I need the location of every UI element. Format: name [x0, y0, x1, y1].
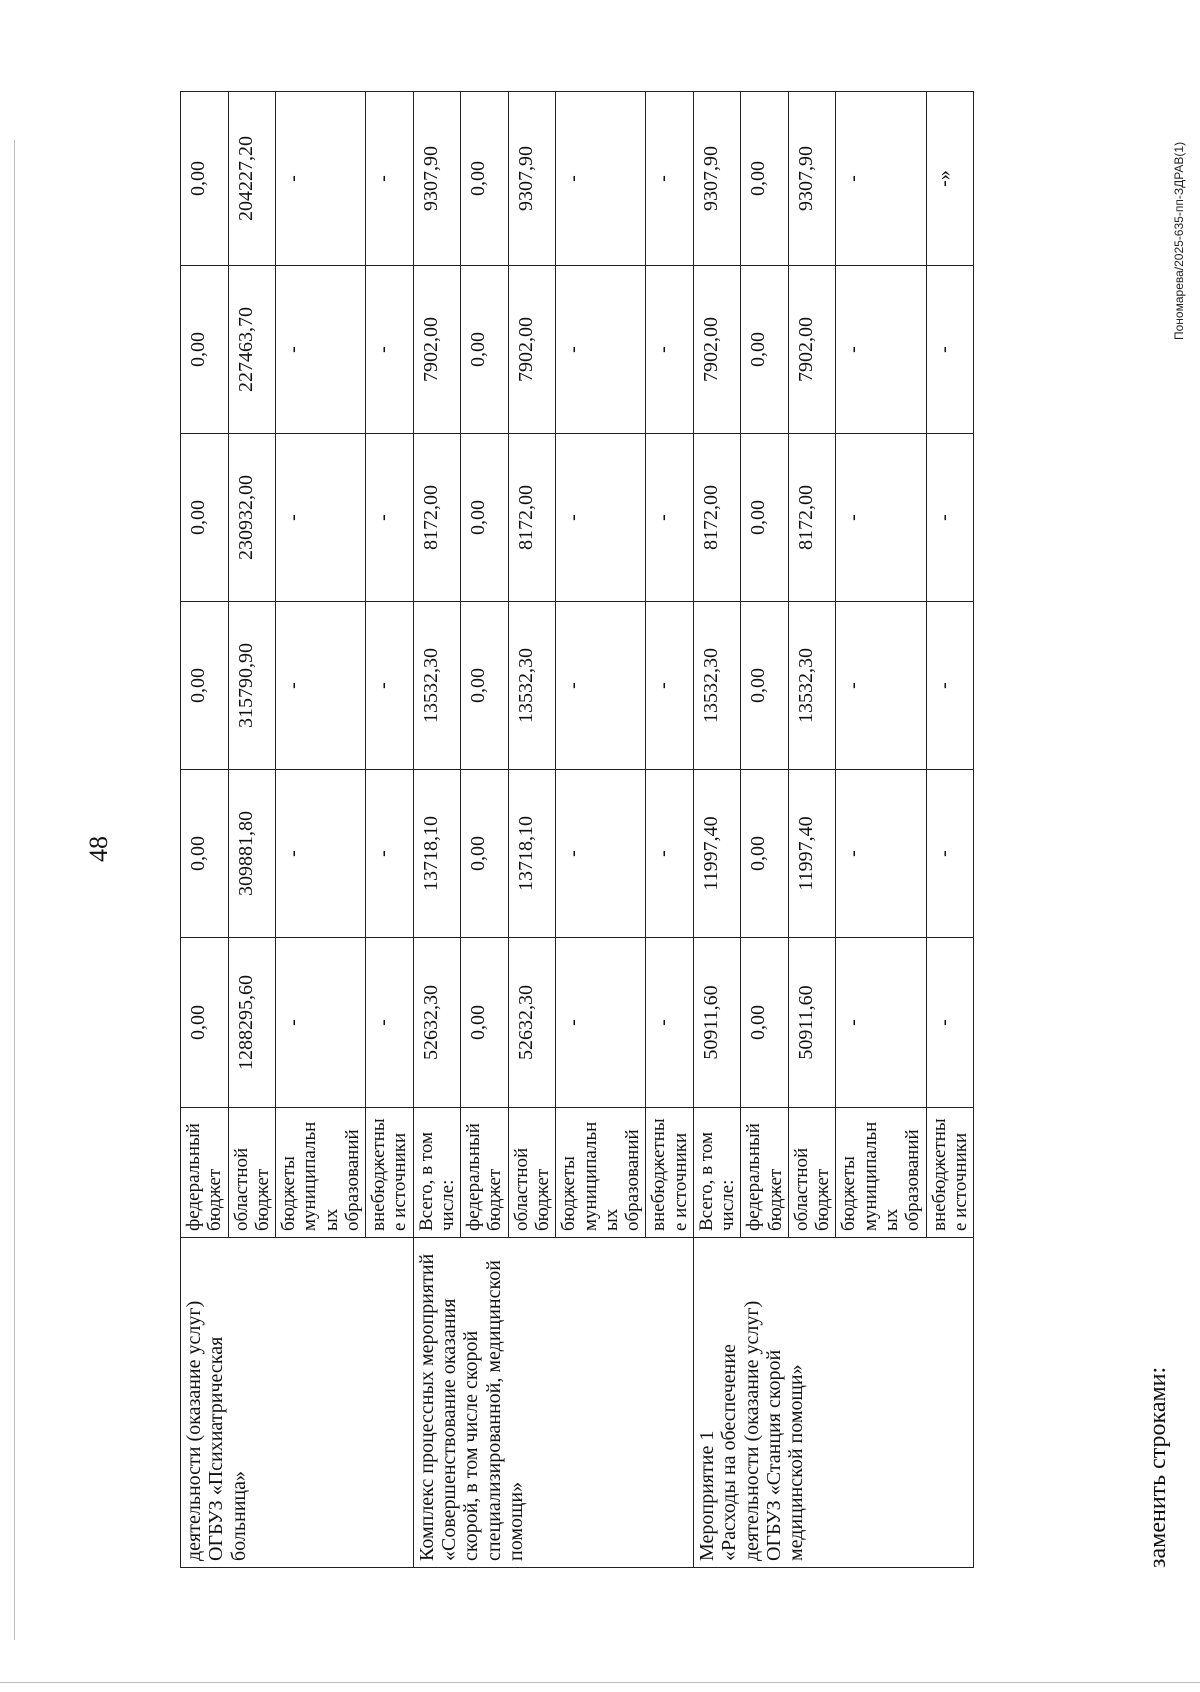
amount-cell: 0,00	[461, 770, 509, 938]
funding-source-cell: федеральный бюджет	[461, 1108, 509, 1238]
amount-cell: 8172,00	[788, 434, 836, 602]
funding-source-cell: бюджеты муниципальных образований	[836, 1108, 926, 1238]
amount-cell: 1288295,60	[228, 938, 276, 1108]
amount-cell: -	[366, 266, 414, 434]
amount-cell: 13718,10	[413, 770, 461, 938]
amount-cell: 13532,30	[413, 602, 461, 770]
amount-cell: 9307,90	[693, 92, 741, 266]
amount-cell: -	[646, 602, 694, 770]
amount-cell: 50911,60	[693, 938, 741, 1108]
amount-cell: 0,00	[181, 938, 229, 1108]
amount-cell: 52632,30	[508, 938, 556, 1108]
table-row	[693, 92, 741, 1568]
measure-description-cell: деятельности (оказание услуг) ОГБУЗ «Психиатрическая больница»	[181, 1238, 414, 1568]
amount-cell: 50911,60	[788, 938, 836, 1108]
funding-source-cell: областной бюджет	[788, 1108, 836, 1238]
funding-source-cell: областной бюджет	[228, 1108, 276, 1238]
amount-cell: -	[276, 92, 366, 266]
amount-cell: 11997,40	[788, 770, 836, 938]
amount-cell: -»	[926, 92, 974, 266]
funding-source-cell: Всего, в том числе:	[693, 1108, 741, 1238]
amount-cell: -	[836, 434, 926, 602]
funding-source-cell: бюджеты муниципальных образований	[556, 1108, 646, 1238]
amount-cell: 0,00	[741, 92, 789, 266]
amount-cell: 7902,00	[413, 266, 461, 434]
amount-cell: 0,00	[181, 770, 229, 938]
amount-cell: 13532,30	[508, 602, 556, 770]
amount-cell: -	[836, 770, 926, 938]
funding-source-cell: внебюджетные источники	[926, 1108, 974, 1238]
amount-cell: 0,00	[181, 92, 229, 266]
amount-cell: -	[556, 434, 646, 602]
amount-cell: -	[646, 938, 694, 1108]
amount-cell: 0,00	[461, 434, 509, 602]
funding-source-cell: федеральный бюджет	[741, 1108, 789, 1238]
amount-cell: 52632,30	[413, 938, 461, 1108]
amount-cell: 230932,00	[228, 434, 276, 602]
amount-cell: 7902,00	[788, 266, 836, 434]
amount-cell: -	[836, 92, 926, 266]
amount-cell: -	[556, 602, 646, 770]
amount-cell: 13532,30	[788, 602, 836, 770]
table-row	[413, 92, 461, 1568]
funding-source-cell: внебюджетные источники	[366, 1108, 414, 1238]
amount-cell: -	[366, 770, 414, 938]
amount-cell: -	[926, 266, 974, 434]
amount-cell: -	[646, 770, 694, 938]
funding-source-cell: внебюджетные источники	[646, 1108, 694, 1238]
amount-cell: -	[926, 602, 974, 770]
page-number: 48	[84, 836, 113, 862]
amount-cell: -	[646, 92, 694, 266]
amount-cell: 0,00	[741, 770, 789, 938]
footer-code: Пономарева/2025-635-пп-ЗДРАВ(1)	[1172, 141, 1186, 340]
amount-cell: 7902,00	[508, 266, 556, 434]
amount-cell: 315790,90	[228, 602, 276, 770]
amount-cell: 0,00	[181, 266, 229, 434]
amount-cell: -	[366, 434, 414, 602]
scan-edge-line	[14, 140, 15, 1640]
amount-cell: -	[366, 602, 414, 770]
amount-cell: 0,00	[461, 266, 509, 434]
amount-cell: -	[926, 938, 974, 1108]
amount-cell: -	[836, 938, 926, 1108]
amount-cell: 227463,70	[228, 266, 276, 434]
amount-cell: 0,00	[741, 266, 789, 434]
funding-source-cell: федеральный бюджет	[181, 1108, 229, 1238]
replace-note: заменить строками:	[1145, 1366, 1171, 1568]
amount-cell: 13718,10	[508, 770, 556, 938]
amount-cell: -	[276, 602, 366, 770]
amount-cell: -	[276, 266, 366, 434]
amount-cell: 7902,00	[693, 266, 741, 434]
amount-cell: 9307,90	[508, 92, 556, 266]
amount-cell: -	[556, 92, 646, 266]
amount-cell: -	[366, 92, 414, 266]
amount-cell: 0,00	[181, 602, 229, 770]
amount-cell: -	[646, 266, 694, 434]
amount-cell: -	[366, 938, 414, 1108]
amount-cell: -	[646, 434, 694, 602]
funding-source-cell: бюджеты муниципальных образований	[276, 1108, 366, 1238]
amount-cell: 9307,90	[413, 92, 461, 266]
amount-cell: -	[926, 434, 974, 602]
amount-cell: 309881,80	[228, 770, 276, 938]
funding-source-cell: областной бюджет	[508, 1108, 556, 1238]
amount-cell: -	[276, 434, 366, 602]
amount-cell: 0,00	[461, 938, 509, 1108]
scan-edge-line	[0, 1682, 1200, 1683]
financing-table	[180, 91, 974, 1568]
table-row	[181, 92, 229, 1568]
amount-cell: 8172,00	[508, 434, 556, 602]
amount-cell: 13532,30	[693, 602, 741, 770]
amount-cell: 8172,00	[693, 434, 741, 602]
amount-cell: 11997,40	[693, 770, 741, 938]
amount-cell: -	[276, 770, 366, 938]
table-body	[181, 92, 974, 1568]
amount-cell: -	[836, 602, 926, 770]
amount-cell: -	[556, 770, 646, 938]
amount-cell: -	[926, 770, 974, 938]
funding-source-cell: Всего, в том числе:	[413, 1108, 461, 1238]
amount-cell: 9307,90	[788, 92, 836, 266]
amount-cell: -	[556, 938, 646, 1108]
amount-cell: 0,00	[181, 434, 229, 602]
amount-cell: -	[836, 266, 926, 434]
amount-cell: -	[556, 266, 646, 434]
amount-cell: -	[276, 938, 366, 1108]
amount-cell: 0,00	[461, 602, 509, 770]
amount-cell: 204227,20	[228, 92, 276, 266]
amount-cell: 0,00	[741, 938, 789, 1108]
amount-cell: 0,00	[461, 92, 509, 266]
amount-cell: 0,00	[741, 434, 789, 602]
measure-description-cell: Мероприятие 1 «Расходы на обеспечение деятельности (оказание услуг) ОГБУЗ «Станция скорой медицинской помощи»	[693, 1238, 973, 1568]
measure-description-cell: Комплекс процессных мероприятий «Совершенствование оказания скорой, в том числе скорой специализированной, медицинской помощи»	[413, 1238, 693, 1568]
amount-cell: 0,00	[741, 602, 789, 770]
amount-cell: 8172,00	[413, 434, 461, 602]
